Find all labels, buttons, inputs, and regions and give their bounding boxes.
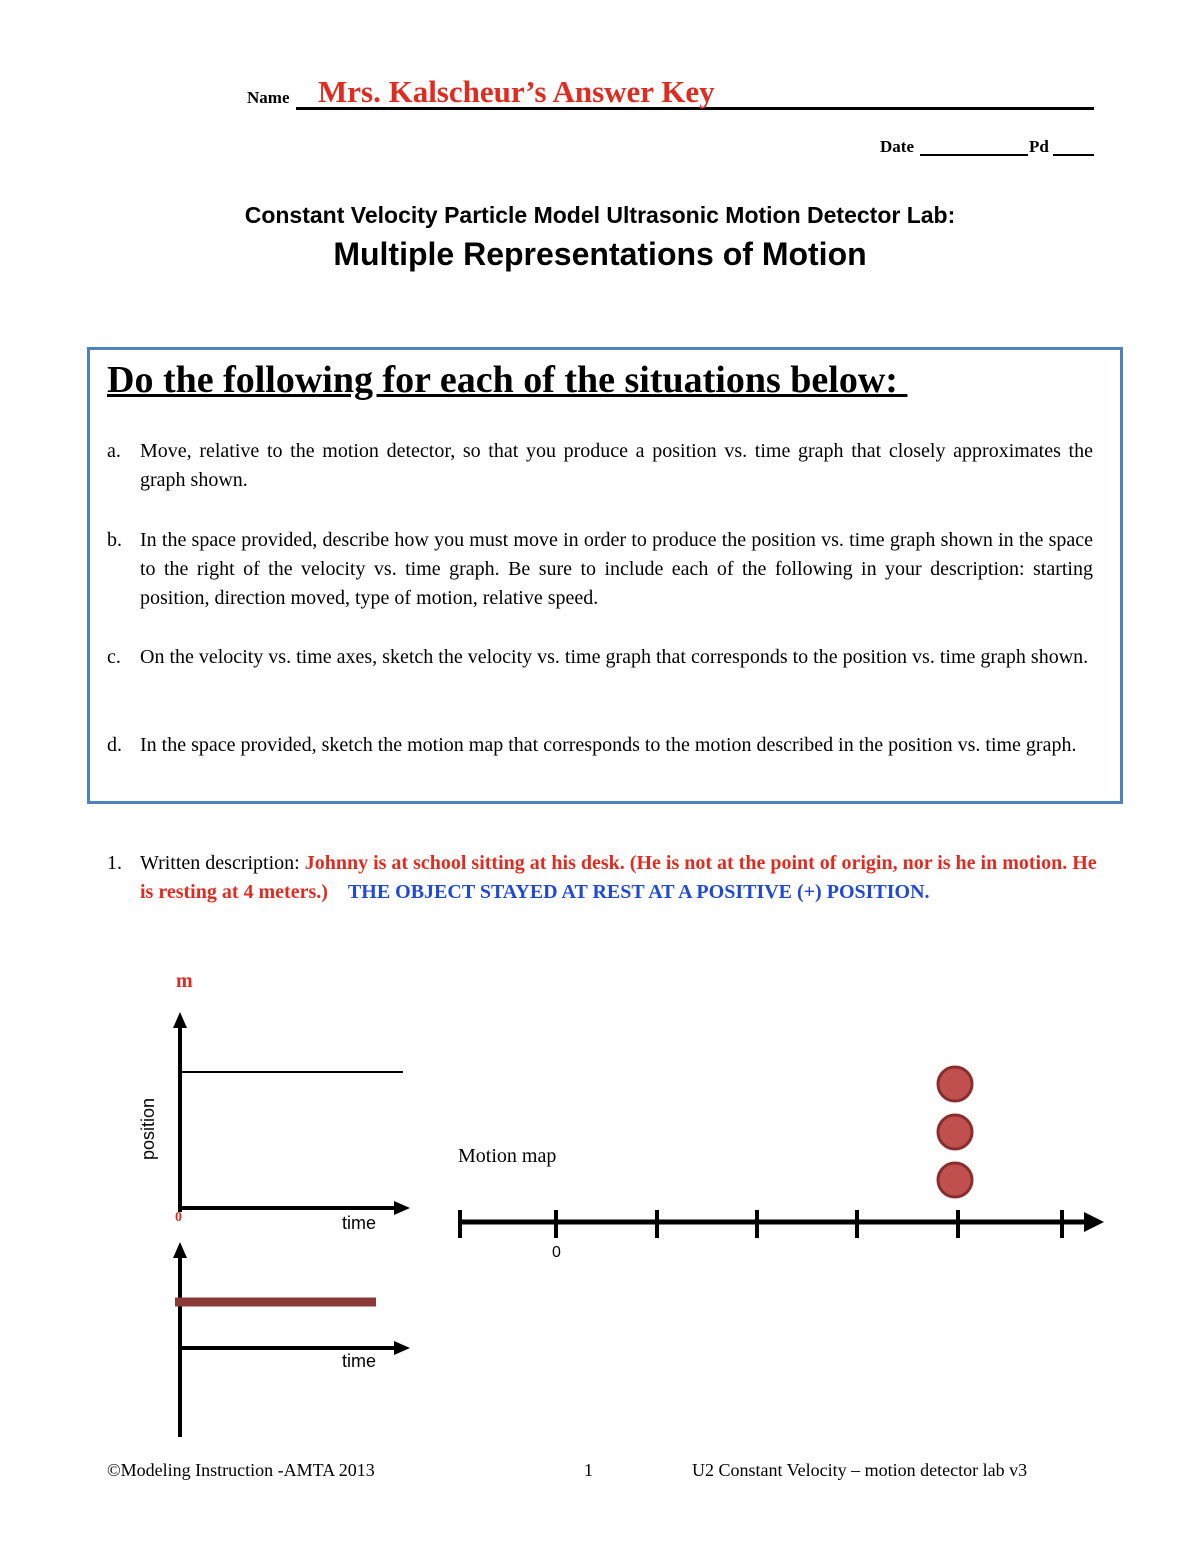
velocity-x-label: time	[342, 1351, 377, 1371]
name-value: Mrs. Kalscheur’s Answer Key	[318, 74, 715, 109]
lab-subtitle: Multiple Representations of Motion	[333, 236, 867, 272]
lab-title: Constant Velocity Particle Model Ultrasonic Motion Detector Lab:	[244, 202, 956, 228]
position-unit-label: m	[176, 970, 193, 992]
motion-map-dots	[938, 1067, 972, 1197]
period-label: Pd	[1029, 137, 1049, 156]
position-origin-label: 0	[175, 1210, 182, 1225]
answer-red: Johnny is at school sitting at his desk. (He is not at the point of origin, nor is he in motion. He is resting at 4 meters.)	[140, 852, 1097, 903]
motion-map-label: Motion map	[458, 1145, 557, 1167]
instructions-heading: Do the following for each of the situations below:	[107, 359, 908, 401]
position-y-label: position	[138, 1097, 158, 1160]
date-label: Date	[880, 137, 914, 156]
motion-dot	[938, 1163, 972, 1197]
instruction-text: On the velocity vs. time axes, sketch the velocity vs. time graph that corresponds to the position vs. time graph shown.	[140, 646, 1089, 668]
instruction-text: In the space provided, describe how you must move in order to produce the position vs. time graph shown in the space to the right of the velocity vs. time graph. Be sure to include each of the following in your description: starting position, direction moved, type of motion, relative speed.	[140, 529, 1093, 609]
velocity-y-arrowhead	[173, 1242, 187, 1258]
footer-doc-title: U2 Constant Velocity – motion detector lab v3	[692, 1460, 1028, 1480]
footer-page-number: 1	[584, 1460, 593, 1480]
motion-map-zero-label: 0	[552, 1244, 561, 1261]
velocity-graph	[173, 1242, 410, 1437]
instruction-text: Move, relative to the motion detector, so that you produce a position vs. time graph that closely approximates the graph shown.	[140, 440, 1093, 491]
answer-blue: THE OBJECT STAYED AT REST AT A POSITIVE (+) POSITION.	[347, 881, 930, 903]
instruction-letter: a.	[107, 440, 121, 462]
instruction-text: In the space provided, sketch the motion map that corresponds to the motion described in the position vs. time graph.	[140, 734, 1077, 756]
number-line-arrowhead	[1084, 1212, 1104, 1232]
motion-dot	[938, 1115, 972, 1149]
velocity-x-arrowhead	[394, 1341, 410, 1355]
motion-dot	[938, 1067, 972, 1101]
footer-copyright: ©Modeling Instruction -AMTA 2013	[107, 1460, 375, 1480]
position-x-arrowhead	[394, 1201, 410, 1215]
motion-map-axis	[458, 1210, 1104, 1238]
position-x-label: time	[342, 1213, 377, 1233]
position-y-arrowhead	[173, 1012, 187, 1028]
name-label: Name	[247, 88, 290, 107]
question-number: 1.	[107, 852, 122, 874]
instruction-letter: b.	[107, 529, 122, 551]
instruction-letter: d.	[107, 734, 122, 756]
question-label: Written description:	[140, 852, 305, 874]
position-graph	[173, 1012, 410, 1215]
instruction-letter: c.	[107, 646, 121, 668]
